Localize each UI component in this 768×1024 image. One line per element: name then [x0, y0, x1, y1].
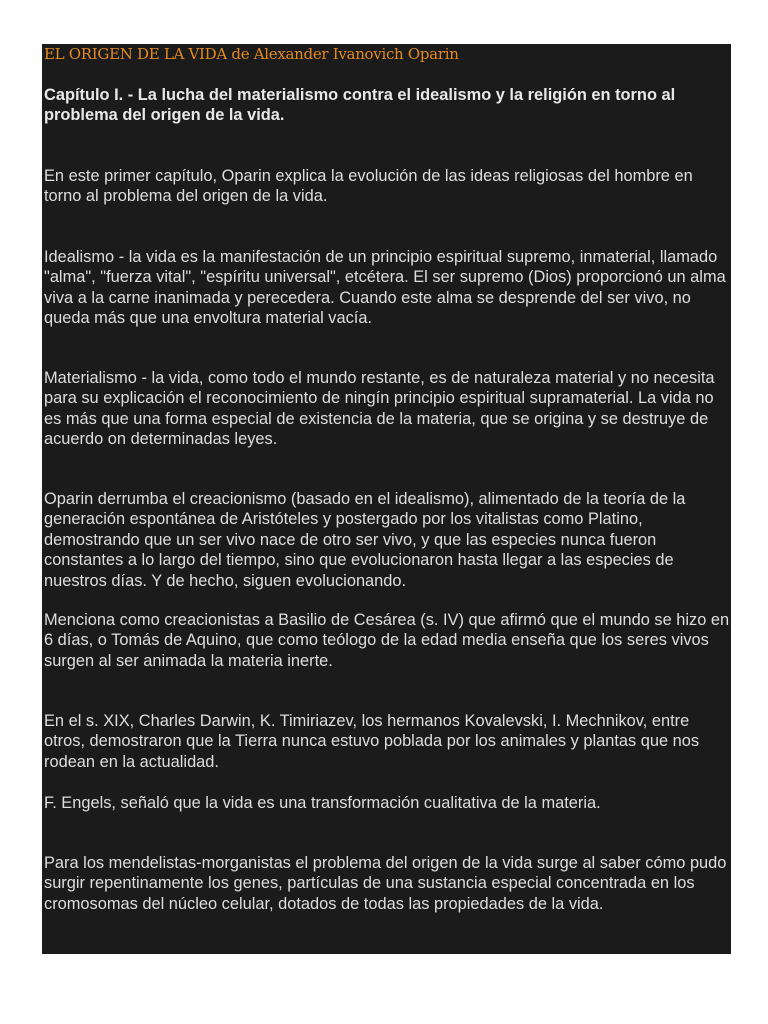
paragraph-intro: En este primer capítulo, Oparin explica la evolución de las ideas religiosas del hombre en torno al problema del origen de la vida. — [44, 167, 693, 206]
document-panel — [42, 44, 731, 954]
paragraph-creacionismo: Oparin derrumba el creacionismo (basado en el idealismo), alimentado de la teoría de la generación espontánea de Aristóteles y postergado por los vitalistas como Platino, demostrando que un ser vivo nace de otro ser vivo, y que las especies nunca fueron constantes a lo largo del tiempo, sino que evolucionaron hasta llegar a las especies de nuestros días. Y de hecho, siguen evolucionando. — [44, 490, 686, 590]
paragraph-materialismo: Materialismo - la vida, como todo el mundo restante, es de naturaleza material y no necesita para su explicación el reconocimiento de ningín principio espiritual supramaterial. La vida no es más que una forma especial de existencia de la materia, que se origina y se destruye de acuerdo on determinadas leyes. — [44, 369, 715, 449]
paragraph-engels: F. Engels, señaló que la vida es una transformación cualitativa de la materia. — [44, 794, 601, 812]
paragraph-siglo-xix: En el s. XIX, Charles Darwin, K. Timiriazev, los hermanos Kovalevski, I. Mechnikov, entre otros, demostraron que la Tierra nunca estuvo poblada por los animales y plantas que nos rodean en la actualidad. — [44, 712, 700, 771]
paragraph-idealismo: Idealismo - la vida es la manifestación de un principio espiritual supremo, inmaterial, llamado "alma", "fuerza vital", "espíritu universal", etcétera. El ser supremo (Dios) proporcionó un alma viva a la carne inanimada y perecedera. Cuando este alma se desprende del ser vivo, no queda más que una envoltura material vacía. — [44, 248, 726, 328]
chapter-heading: Capítulo I. - La lucha del materialismo contra el idealismo y la religión en torno al problema del origen de la vida. — [44, 86, 676, 124]
paragraph-creacionistas: Menciona como creacionistas a Basilio de Cesárea (s. IV) que afirmó que el mundo se hizo en 6 días, o Tomás de Aquino, que como teólogo de la edad media enseña que los seres vivos surgen al ser animada la materia inerte. — [44, 611, 730, 670]
paragraph-mendelistas: Para los mendelistas-morganistas el problema del origen de la vida surge al saber cómo pudo surgir repentinamente los genes, partículas de una sustancia especial concentrada en los cromosomas del núcleo celular, dotados de todas las propiedades de la vida. — [44, 854, 727, 913]
document-title: EL ORIGEN DE LA VIDA de Alexander Ivanovich Oparin — [44, 45, 459, 63]
